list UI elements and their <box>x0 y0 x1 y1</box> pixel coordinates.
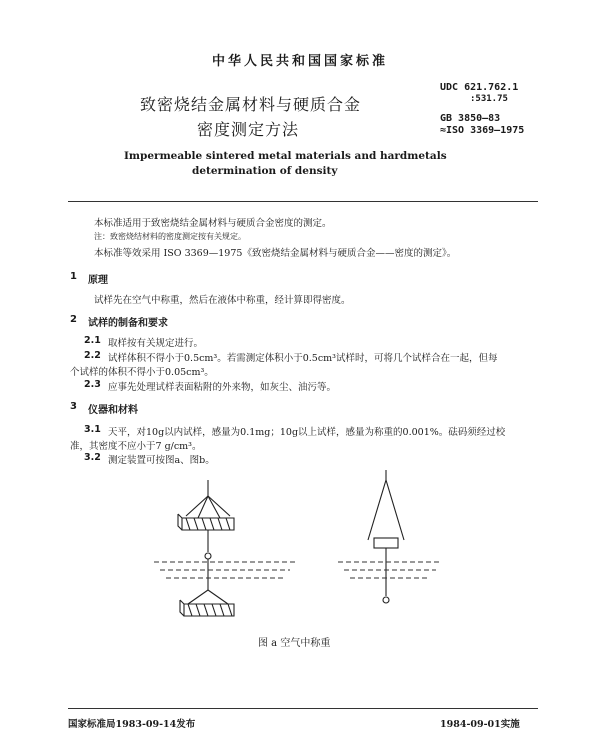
clause-3-2-number: 3.2 <box>84 452 101 463</box>
intro-equivalence: 本标准等效采用 ISO 3369—1975《致密烧结金属材料与硬质合金——密度的测定》。 <box>94 248 457 259</box>
udc-code: UDC 621.762.1 <box>440 82 519 93</box>
clause-3-1-number: 3.1 <box>84 424 101 435</box>
clause-2-2-text-a: 试样体积不得小于0.5cm³。若需测定体积小于0.5cm³试样时，可将几个试样合在一起，但每 <box>108 353 498 364</box>
issue-date: 国家标准局1983-09-14发布 <box>68 719 196 730</box>
clause-2-1-number: 2.1 <box>84 335 101 346</box>
english-title-line2: determination of density <box>192 165 338 177</box>
clause-2-3-text: 应事先处理试样表面粘附的外来物，如灰尘、油污等。 <box>108 382 337 393</box>
issuing-authority: 中华人民共和国国家标准 <box>211 54 388 69</box>
clause-3-1-text-a: 天平，对10g以内试样，感量为0.1mg；10g以上试样，感量为称重的0.001%。砝码须经过校 <box>108 427 506 438</box>
clause-3-2-text: 测定装置可按图a、图b。 <box>108 455 215 466</box>
intro-scope: 本标准适用于致密烧结金属材料与硬质合金密度的测定。 <box>94 218 332 229</box>
footer-divider <box>68 708 538 709</box>
clause-2-2-number: 2.2 <box>84 350 101 361</box>
clause-2-2-text-b: 个试样的体积不得小于0.05cm³。 <box>70 367 214 378</box>
figure-a-pan-apparatus <box>330 468 450 610</box>
section-1-text: 试样先在空气中称重，然后在液体中称重，经计算即得密度。 <box>94 295 351 306</box>
english-title-line1: Impermeable sintered metal materials and hardmetals <box>124 150 447 162</box>
clause-2-3-number: 2.3 <box>84 379 101 390</box>
standard-title-line2: 密度测定方法 <box>197 120 300 139</box>
iso-equivalent: ≈ISO 3369—1975 <box>440 125 525 136</box>
clause-3-1-text-b: 准，其密度不应小于7 g/cm³。 <box>70 441 202 452</box>
section-3-title: 仪器和材料 <box>88 405 138 416</box>
section-2-title: 试样的制备和要求 <box>88 318 168 329</box>
standard-title-line1: 致密烧结金属材料与硬质合金 <box>140 95 362 114</box>
header-divider <box>68 201 538 202</box>
intro-note: 注：致密烧结材料的密度测定按有关规定。 <box>94 232 246 241</box>
figure-a-basket-apparatus <box>150 478 300 630</box>
effective-date: 1984-09-01实施 <box>440 719 520 730</box>
gb-number: GB 3850—83 <box>440 113 501 124</box>
section-2-number: 2 <box>70 314 77 325</box>
figure-caption: 图 a 空气中称重 <box>258 638 331 649</box>
section-1-number: 1 <box>70 271 77 282</box>
section-3-number: 3 <box>70 401 77 412</box>
udc-code-sub: :531.75 <box>470 94 508 104</box>
section-1-title: 原理 <box>88 275 108 286</box>
clause-2-1-text: 取样按有关规定进行。 <box>108 338 204 349</box>
